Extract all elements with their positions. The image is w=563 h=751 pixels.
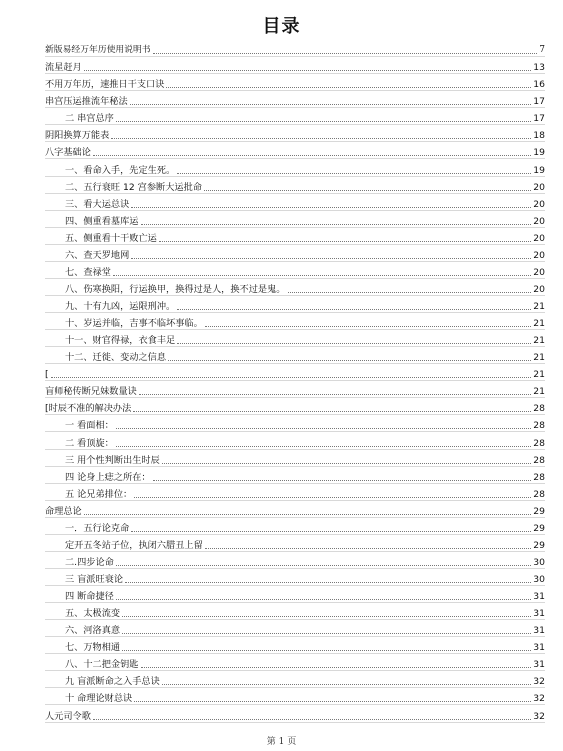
- toc-entry-page-number: 18: [533, 130, 545, 142]
- toc-entry-page-number: 31: [533, 625, 545, 637]
- toc-entry-label: 八字基础论: [45, 147, 91, 159]
- toc-entry[interactable]: [45, 688, 545, 705]
- toc-entry-page-number: 32: [533, 710, 545, 722]
- toc-entry[interactable]: [45, 74, 545, 91]
- toc-entry-page-number: 19: [533, 164, 545, 176]
- dot-leader: [204, 188, 531, 191]
- toc-entry[interactable]: [45, 296, 545, 313]
- dot-leader: [131, 205, 531, 208]
- toc-entry[interactable]: [45, 142, 545, 159]
- toc-entry-page-number: 19: [533, 147, 545, 159]
- dot-leader: [116, 426, 531, 429]
- toc-entry-label: 十、岁运并临，吉事不临坏事临。: [65, 318, 203, 330]
- dot-leader: [153, 478, 532, 481]
- toc-entry-page-number: 20: [533, 181, 545, 193]
- toc-entry-label: 二 串宫总序: [65, 113, 114, 125]
- dot-leader: [133, 409, 531, 412]
- dot-leader: [288, 290, 532, 293]
- document-title: 目录: [262, 16, 301, 37]
- dot-leader: [84, 68, 532, 71]
- toc-entry-page-number: 31: [533, 591, 545, 603]
- toc-entry-label: 盲师秘传断兄妹数量诀: [45, 386, 137, 398]
- toc-entry-page-number: 7: [539, 45, 545, 56]
- dot-leader: [141, 665, 532, 668]
- toc-entry-label: 五、侧重看十干败亡运: [65, 232, 157, 244]
- dot-leader: [139, 392, 531, 395]
- toc-entry[interactable]: [45, 125, 545, 142]
- dot-leader: [205, 324, 531, 327]
- toc-entry[interactable]: [45, 552, 545, 569]
- toc-entry-page-number: 20: [533, 215, 545, 227]
- toc-entry[interactable]: [45, 40, 545, 57]
- toc-entry-label: 三 用个性判断出生时辰: [65, 454, 160, 466]
- toc-entry-label: 一．五行论克命: [65, 522, 130, 534]
- toc-entry-label: 十 命理论财总诀: [65, 693, 133, 705]
- dot-leader: [116, 119, 531, 122]
- toc-entry[interactable]: [45, 415, 545, 432]
- toc-entry-page-number: 28: [533, 488, 545, 500]
- toc-entry[interactable]: [45, 364, 545, 381]
- toc-entry[interactable]: [45, 279, 545, 296]
- toc-entry-label: 四 论身上痣之所在：: [65, 471, 151, 483]
- toc-entry[interactable]: [45, 108, 545, 125]
- toc-entry[interactable]: [45, 671, 545, 688]
- toc-entry-label: 七、查禄堂: [65, 266, 111, 278]
- toc-entry-page-number: 28: [533, 471, 545, 483]
- toc-entry[interactable]: [45, 194, 545, 211]
- toc-entry[interactable]: [45, 228, 545, 245]
- dot-leader: [162, 461, 532, 464]
- toc-entry-page-number: 29: [533, 505, 545, 517]
- toc-entry[interactable]: [45, 484, 545, 501]
- dot-leader: [162, 682, 532, 685]
- dot-leader: [111, 136, 531, 139]
- dot-leader: [177, 341, 531, 344]
- toc-entry[interactable]: [45, 569, 545, 586]
- toc-entry-page-number: 21: [533, 369, 545, 381]
- dot-leader: [141, 222, 532, 225]
- dot-leader: [134, 495, 531, 498]
- dot-leader: [113, 273, 531, 276]
- toc-entry-page-number: 29: [533, 539, 545, 551]
- toc-entry-label: 六、查天罗地网: [65, 249, 130, 261]
- toc-entry[interactable]: [45, 467, 545, 484]
- toc-entry-page-number: 20: [533, 266, 545, 278]
- toc-entry[interactable]: [45, 518, 545, 535]
- toc-entry-page-number: 20: [533, 232, 545, 244]
- toc-entry-page-number: 13: [533, 62, 545, 74]
- toc-entry-label: 一、看命入手，先定生死。: [65, 164, 176, 176]
- toc-entry-label: 定开五冬站子位，执闭六腊丑上留: [65, 539, 203, 551]
- toc-entry-label: 人元司令歌: [45, 710, 91, 722]
- toc-entry[interactable]: [45, 211, 545, 228]
- toc-entry-label: 二、五行衰旺 12 宫参断大运批命: [65, 181, 202, 193]
- toc-entry-page-number: 28: [533, 454, 545, 466]
- toc-entry-label: 五、太极流变: [65, 608, 121, 620]
- dot-leader: [122, 648, 531, 651]
- toc-entry-label: 流星赶月: [45, 62, 82, 74]
- toc-entry-page-number: 17: [533, 113, 545, 125]
- toc-entry-page-number: 31: [533, 659, 545, 671]
- toc-entry-label: 阴阳换算万能表: [45, 130, 110, 142]
- toc-entry-label: 六、河洛真意: [65, 625, 121, 637]
- dot-leader: [51, 375, 532, 378]
- toc-entry-label: 串宫压运推流年秘法: [45, 96, 128, 108]
- dot-leader: [93, 717, 531, 720]
- toc-entry[interactable]: [45, 262, 545, 279]
- toc-entry[interactable]: [45, 381, 545, 398]
- page-number-footer: 第 1 页: [266, 737, 297, 747]
- toc-entry[interactable]: [45, 432, 545, 449]
- toc-entry[interactable]: [45, 705, 545, 722]
- toc-entry-page-number: 31: [533, 642, 545, 654]
- dot-leader: [177, 171, 531, 174]
- toc-entry[interactable]: [45, 159, 545, 176]
- toc-entry[interactable]: [45, 347, 545, 364]
- dot-leader: [131, 529, 531, 532]
- dot-leader: [205, 546, 531, 549]
- toc-entry-page-number: 20: [533, 283, 545, 295]
- toc-entry[interactable]: [45, 637, 545, 654]
- dot-leader: [131, 256, 531, 259]
- toc-entry[interactable]: [45, 620, 545, 637]
- toc-entry-page-number: 28: [533, 403, 545, 415]
- toc-entry-page-number: 21: [533, 386, 545, 398]
- toc-entry-page-number: 20: [533, 249, 545, 261]
- toc-entry-page-number: 16: [533, 79, 545, 91]
- toc-entry-label: 四、侧重看墓库运: [65, 215, 139, 227]
- toc-entry-label: 二.四步论命: [65, 556, 114, 568]
- toc-entry[interactable]: [45, 501, 545, 518]
- toc-entry-label: 四 断命捷径: [65, 591, 114, 603]
- toc-entry[interactable]: [45, 57, 545, 74]
- toc-entry-label: 二 看顶旋：: [65, 437, 114, 449]
- toc-entry[interactable]: [45, 330, 545, 347]
- toc-entry-label: 七、万物相通: [65, 642, 121, 654]
- toc-entry-page-number: 17: [533, 96, 545, 108]
- toc-entry[interactable]: [45, 450, 545, 467]
- toc-entry-page-number: 29: [533, 522, 545, 534]
- toc-entry[interactable]: [45, 313, 545, 330]
- toc-entry[interactable]: [45, 91, 545, 108]
- dot-leader: [116, 563, 531, 566]
- toc-entry-label: 三、看大运总诀: [65, 198, 130, 210]
- toc-entry-label: 八、十二把金钥匙: [65, 659, 139, 671]
- toc-entry-page-number: 20: [533, 198, 545, 210]
- toc-entry-page-number: 21: [533, 301, 545, 312]
- dot-leader: [125, 580, 531, 583]
- toc-entry-label: [时辰不准的解决办法: [45, 403, 132, 415]
- dot-leader: [159, 239, 531, 242]
- toc-entry-label: 十二、迁徙、变动之信息: [65, 352, 167, 364]
- dot-leader: [153, 51, 538, 54]
- toc-entry-page-number: 21: [533, 318, 545, 330]
- toc-entry-label: 五 论兄弟排位：: [65, 488, 133, 500]
- toc-entry-page-number: 31: [533, 608, 545, 620]
- dot-leader: [168, 358, 531, 361]
- toc-entry-page-number: 28: [533, 437, 545, 449]
- toc-entry-label: 新版易经万年历使用说明书: [45, 45, 151, 56]
- toc-entry-page-number: 32: [533, 693, 545, 705]
- toc-entry-page-number: 28: [533, 420, 545, 432]
- toc-entry-label: 十一、财官得禄，衣食丰足: [65, 335, 176, 347]
- dot-leader: [122, 631, 531, 634]
- toc-entry-label: 一 看面相：: [65, 420, 114, 432]
- toc-entry-label: 九 盲派断命之入手总诀: [65, 676, 160, 688]
- toc-entry-label: 三 盲派旺衰论: [65, 574, 124, 585]
- dot-leader: [134, 699, 531, 702]
- toc-entry[interactable]: [45, 586, 545, 603]
- toc-entry-page-number: 30: [533, 574, 545, 585]
- dot-leader: [116, 444, 531, 447]
- dot-leader: [122, 614, 531, 617]
- dot-leader: [116, 597, 531, 600]
- toc-entry[interactable]: [45, 654, 545, 671]
- toc-entry-label: [: [45, 369, 49, 381]
- toc-entry-label: 九、十有九凶，运限刑冲。: [65, 301, 176, 312]
- toc-entry[interactable]: [45, 535, 545, 552]
- dot-leader: [177, 307, 531, 310]
- table-of-contents: [45, 40, 545, 723]
- toc-entry-page-number: 30: [533, 556, 545, 568]
- toc-entry-label: 命理总论: [45, 505, 82, 517]
- toc-entry[interactable]: [45, 398, 545, 415]
- toc-entry-label: 八、伤寒换阳，行运换甲，换得过是人，换不过是鬼。: [65, 283, 286, 295]
- dot-leader: [93, 153, 531, 156]
- toc-entry[interactable]: [45, 177, 545, 194]
- toc-entry-page-number: 21: [533, 335, 545, 347]
- dot-leader: [130, 102, 532, 105]
- toc-entry-label: 不用万年历，速推日干支口诀: [45, 79, 165, 91]
- toc-entry-page-number: 21: [533, 352, 545, 364]
- toc-entry[interactable]: [45, 603, 545, 620]
- toc-entry-page-number: 32: [533, 676, 545, 688]
- dot-leader: [166, 85, 531, 88]
- dot-leader: [84, 512, 532, 515]
- toc-entry[interactable]: [45, 245, 545, 262]
